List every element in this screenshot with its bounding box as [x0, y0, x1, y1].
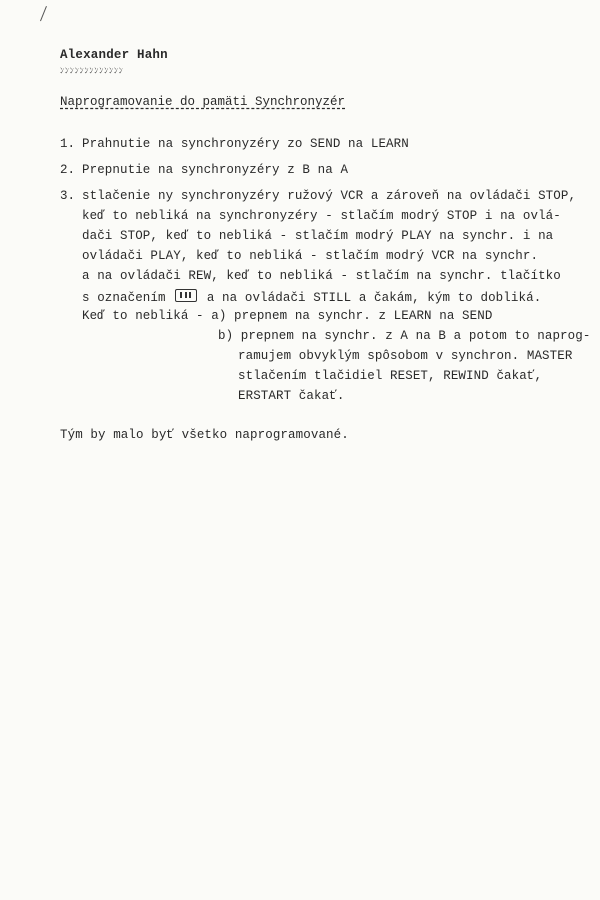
- step-3-line-6-before: s označením: [82, 291, 166, 305]
- tape-symbol-icon: [175, 289, 197, 302]
- step-3-sub-b-1: b) prepnem na synchr. z A na B a potom to naprog-: [218, 329, 591, 343]
- author-name: Alexander Hahn: [60, 48, 168, 62]
- step-3-line-6-after: a na ovládači STILL a čakám, kým to dobliká.: [199, 291, 542, 305]
- step-3-sub-b-3: stlačením tlačidiel RESET, REWIND čakať,: [238, 369, 543, 383]
- author-underline: ﾝﾝﾝﾝﾝﾝﾝﾝﾝﾝﾝﾝﾝ: [60, 67, 124, 76]
- closing-text: Tým by malo byť všetko naprogramované.: [60, 428, 349, 442]
- step-3-sub-b-4: ERSTART čakať.: [238, 389, 345, 403]
- step-1-text: Prahnutie na synchronyzéry zo SEND na LEARN: [82, 137, 409, 151]
- step-3-line-4: ovládači PLAY, keď to nebliká - stlačím modrý VCR na synchr.: [82, 249, 539, 263]
- step-2-number: 2.: [60, 163, 76, 177]
- step-2-text: Prepnutie na synchronyzéry z B na A: [82, 163, 349, 177]
- step-3-line-2: keď to nebliká na synchronyzéry - stlačím modrý STOP i na ovlá-: [82, 209, 561, 223]
- step-3-line-6: [82, 289, 541, 305]
- step-3-line-5: a na ovládači REW, keď to nebliká - stlačím na synchr. tlačítko: [82, 269, 561, 283]
- step-3-number: 3.: [60, 189, 76, 203]
- step-1-number: 1.: [60, 137, 76, 151]
- step-3-line-1: stlačenie ny synchronyzéry ružový VCR a zároveň na ovládači STOP,: [82, 189, 577, 203]
- document-title: Naprogramovanie do pamäti Synchronyzér: [60, 95, 346, 109]
- pen-stroke-mark: [40, 6, 47, 21]
- step-3-sub-b-2: ramujem obvyklým spôsobom v synchron. MASTER: [238, 349, 573, 363]
- step-3-line-7: Keď to nebliká - a) prepnem na synchr. z LEARN na SEND: [82, 309, 493, 323]
- step-3-line-3: dači STOP, keď to nebliká - stlačím modrý PLAY na synchr. i na: [82, 229, 554, 243]
